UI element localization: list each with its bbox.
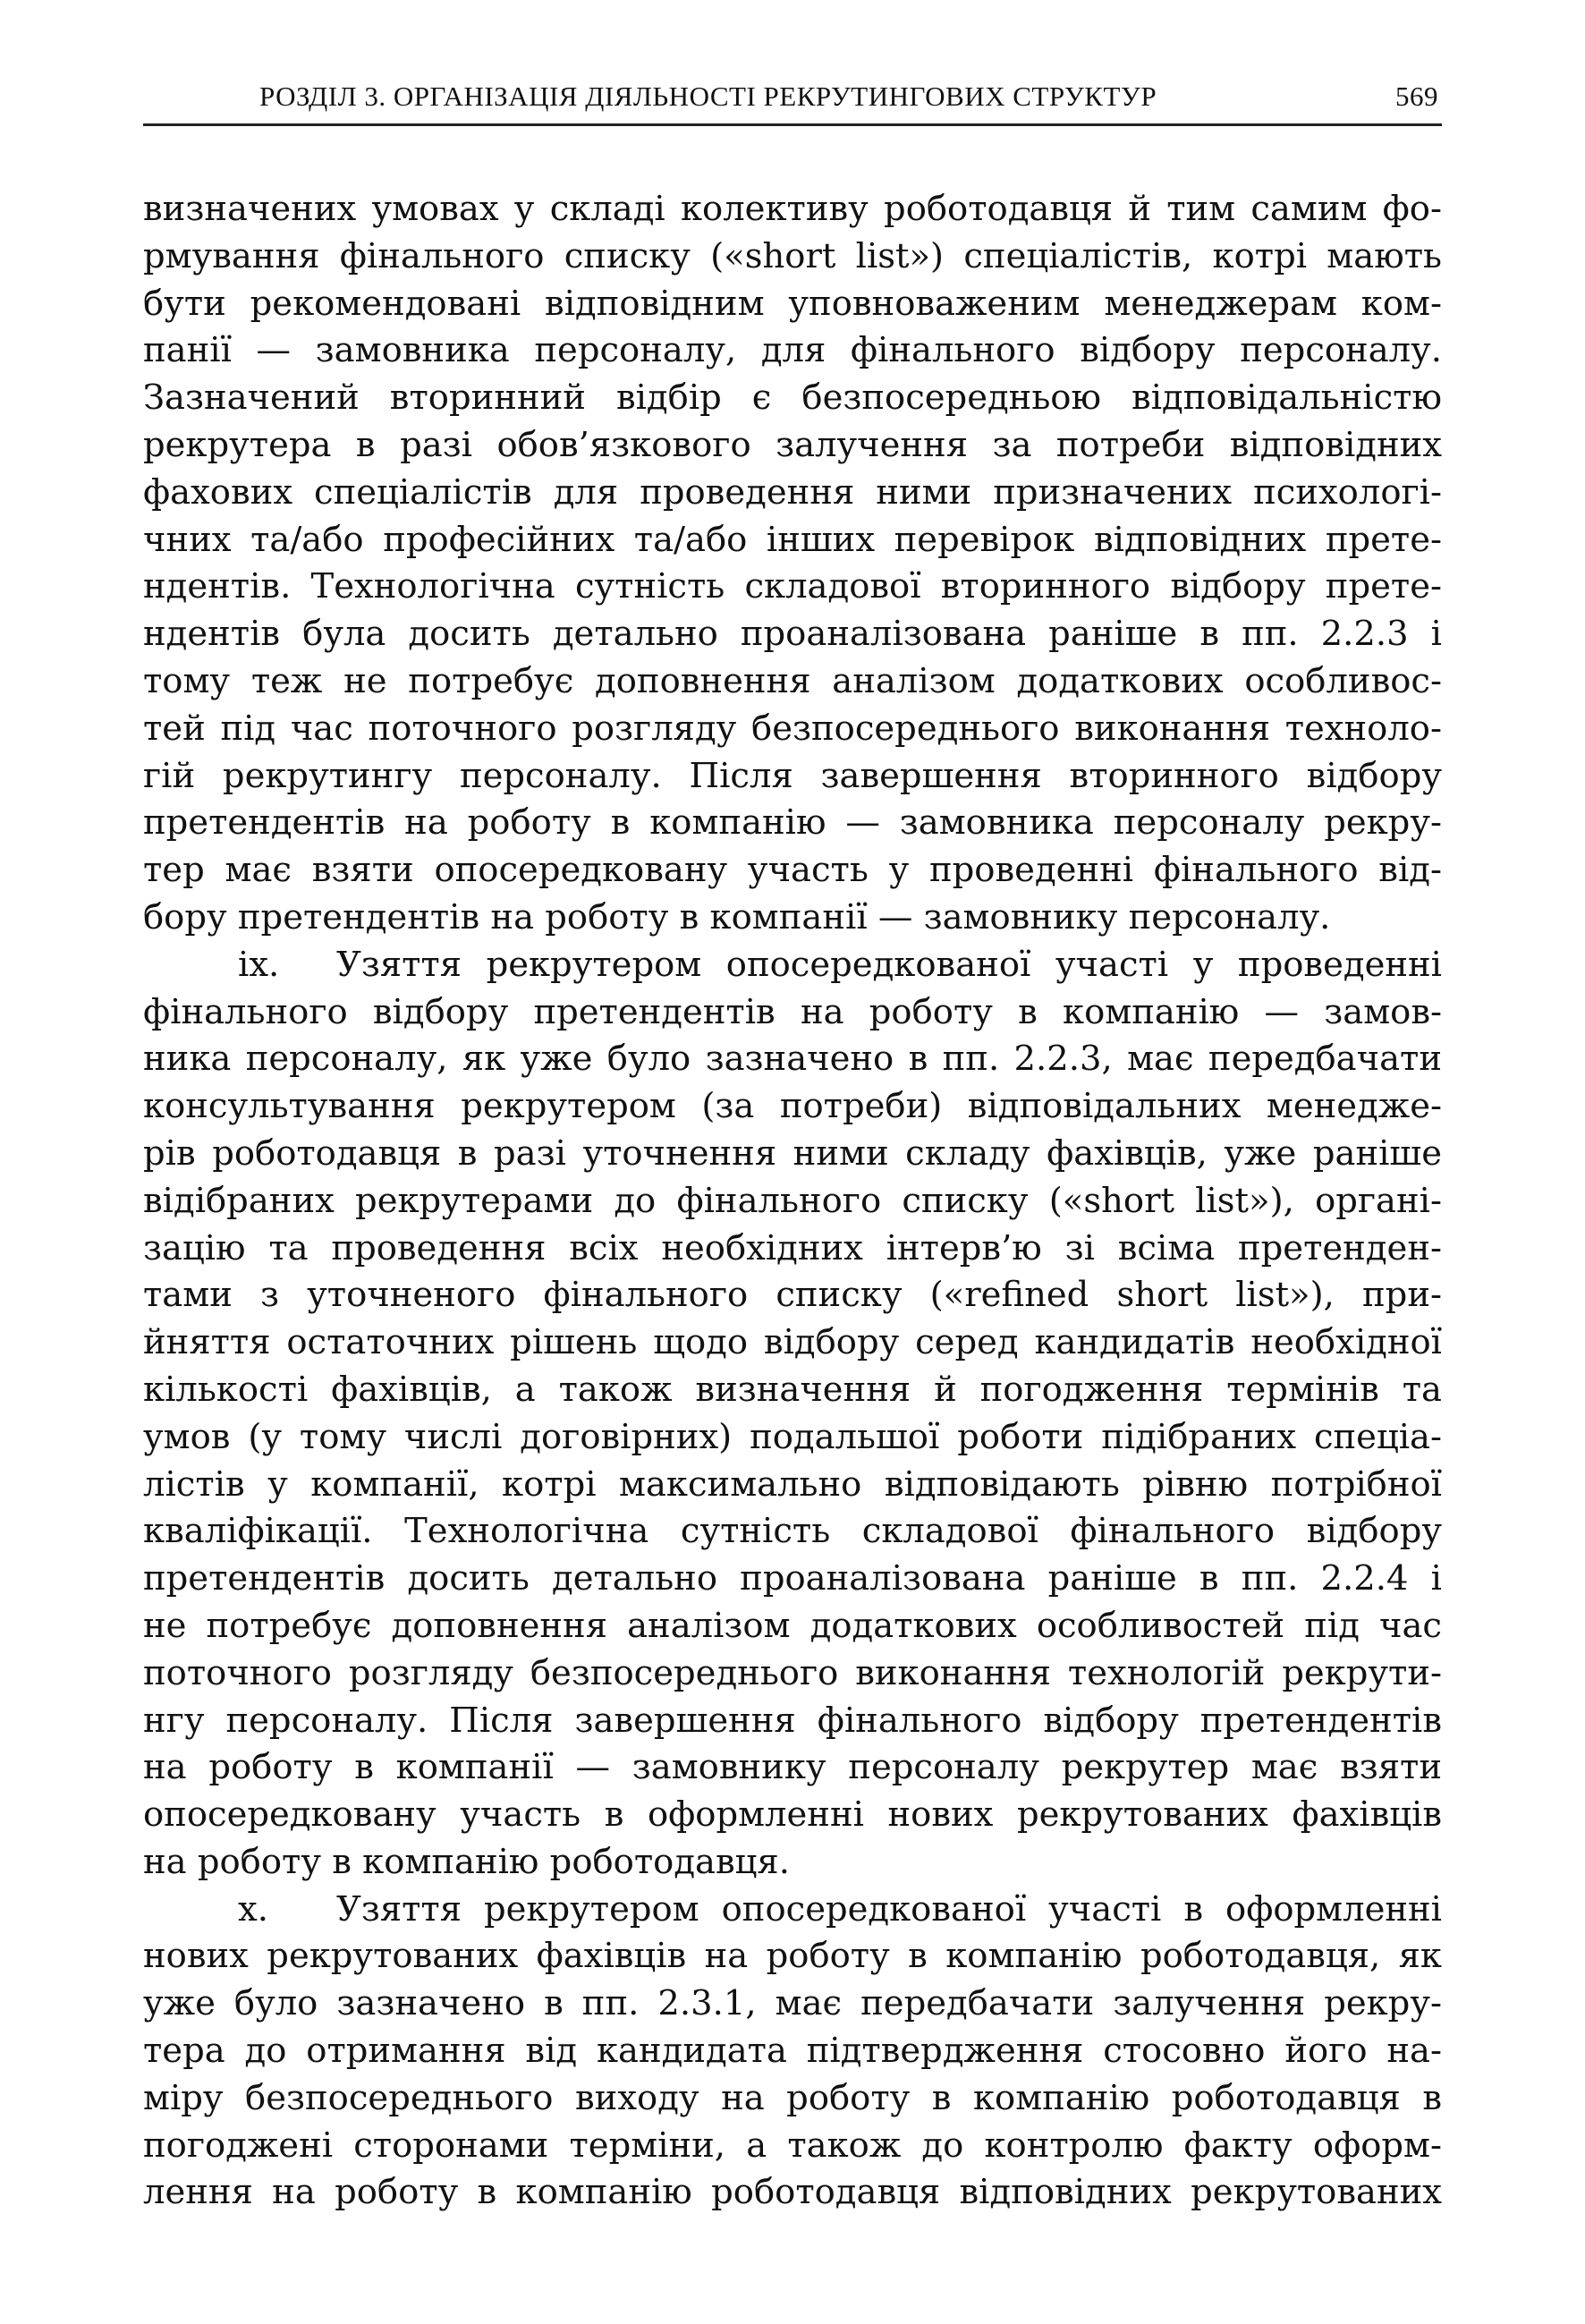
text-line: тей під час поточного розгляду безпосереднього виконання техноло-: [143, 708, 1442, 749]
text-line: гій рекрутингу персоналу. Після завершення вторинного відбору: [143, 755, 1442, 796]
text-line: бути рекомендовані відповідним уповноваженим менеджерам ком-: [143, 283, 1442, 324]
paragraph: [143, 942, 1442, 1887]
running-title: РОЗДІЛ 3. ОРГАНІЗАЦІЯ ДІЯЛЬНОСТІ РЕКРУТИНГОВИХ СТРУКТУР: [259, 81, 1157, 112]
text-line: тами з уточненого фінального списку («refined short list»), при-: [143, 1275, 1442, 1316]
text-line: ндентів була досить детально проаналізована раніше в пп. 2.2.3 і: [143, 614, 1442, 655]
text-line: визначених умовах у складі колективу роботодавця й тим самим фо-: [143, 189, 1442, 229]
text-line: рекрутера в разі обов’язкового залучення за потреби відповідних: [143, 424, 1442, 465]
text-line: рів роботодавця в разі уточнення ними складу фахівців, уже раніше: [143, 1132, 1442, 1174]
text-line: претендентів досить детально проаналізована раніше в пп. 2.2.4 і: [143, 1558, 1442, 1599]
list-marker: x.: [238, 1888, 268, 1930]
body-text: [143, 186, 1442, 2217]
text-line: панії — замовника персоналу, для фінального відбору персоналу.: [143, 330, 1442, 371]
text-line: тому теж не потребує доповнення аналізом додаткових особливос-: [143, 660, 1442, 701]
text-line: лістів у компанії, котрі максимально відповідають рівню потрібної: [143, 1463, 1442, 1505]
list-marker: ix.: [238, 944, 280, 985]
text-line: уже було зазначено в пп. 2.3.1, має передбачати залучення рекру-: [143, 1983, 1442, 2024]
text-line: рмування фінального списку («short list») спеціалістів, котрі мають: [143, 235, 1442, 276]
text-line: зацію та проведення всіх необхідних інтерв’ю зі всіма претенден-: [143, 1227, 1442, 1268]
text-line: на роботу в компанії — замовнику персоналу рекрутер має взяти: [143, 1747, 1442, 1788]
line-text: Узяття рекрутером опосередкованої участі у проведенні: [336, 944, 1442, 985]
text-line: відібраних рекрутерами до фінального списку («short list»), органі-: [143, 1180, 1442, 1221]
text-line: не потребує доповнення аналізом додаткових особливостей під час: [143, 1605, 1442, 1646]
text-line: тера до отримання від кандидата підтвердження стосовно його на-: [143, 2031, 1442, 2072]
text-line: кількості фахівців, а також визначення й погодження термінів та: [143, 1369, 1442, 1410]
paragraph: [143, 1887, 1442, 2218]
text-line: Зазначений вторинний відбір є безпосередньою відповідальністю: [143, 377, 1442, 419]
text-line: тер має взяти опосередковану участь у проведенні фінального від-: [143, 850, 1442, 891]
running-header: [143, 73, 1442, 126]
paragraph: [143, 186, 1442, 942]
text-line: лення на роботу в компанію роботодавця відповідних рекрутованих: [143, 2172, 1442, 2213]
text-line: поточного розгляду безпосереднього виконання технологій рекрути-: [143, 1652, 1442, 1693]
text-line: погоджені сторонами терміни, а також до контролю факту оформ-: [143, 2125, 1442, 2166]
text-line: фахових спеціалістів для проведення ними призначених психологі-: [143, 471, 1442, 513]
text-line: кваліфікації. Технологічна сутність складової фінального відбору: [143, 1511, 1442, 1552]
text-line: [143, 942, 1442, 989]
text-line: опосередковану участь в оформленні нових рекрутованих фахівців: [143, 1794, 1442, 1836]
text-line: чних та/або професійних та/або інших перевірок відповідних прете-: [143, 519, 1442, 560]
text-line: [143, 1887, 1442, 1934]
text-line: міру безпосереднього виходу на роботу в компанію роботодавця в: [143, 2077, 1442, 2118]
text-line: йняття остаточних рішень щодо відбору серед кандидатів необхідної: [143, 1322, 1442, 1363]
text-line: консультування рекрутером (за потреби) відповідальних менедже-: [143, 1086, 1442, 1127]
text-line: бору претендентів на роботу в компанії — замовнику персоналу.: [143, 896, 1331, 937]
text-line: умов (у тому числі договірних) подальшої роботи підібраних спеціа-: [143, 1416, 1442, 1457]
text-line: ника персоналу, як уже було зазначено в пп. 2.2.3, має передбачати: [143, 1039, 1442, 1080]
text-line: нових рекрутованих фахівців на роботу в компанію роботодавця, як: [143, 1936, 1442, 1977]
text-line: ндентів. Технологічна сутність складової вторинного відбору прете-: [143, 566, 1442, 607]
line-text: Узяття рекрутером опосередкованої участі в оформленні: [336, 1888, 1442, 1930]
text-line: нгу персоналу. Після завершення фінального відбору претендентів: [143, 1700, 1442, 1741]
text-line: на роботу в компанію роботодавця.: [143, 1841, 790, 1882]
text-line: фінального відбору претендентів на роботу в компанію — замов-: [143, 991, 1442, 1032]
page-number: 569: [1395, 81, 1438, 112]
text-line: претендентів на роботу в компанію — замовника персоналу рекру-: [143, 802, 1442, 844]
